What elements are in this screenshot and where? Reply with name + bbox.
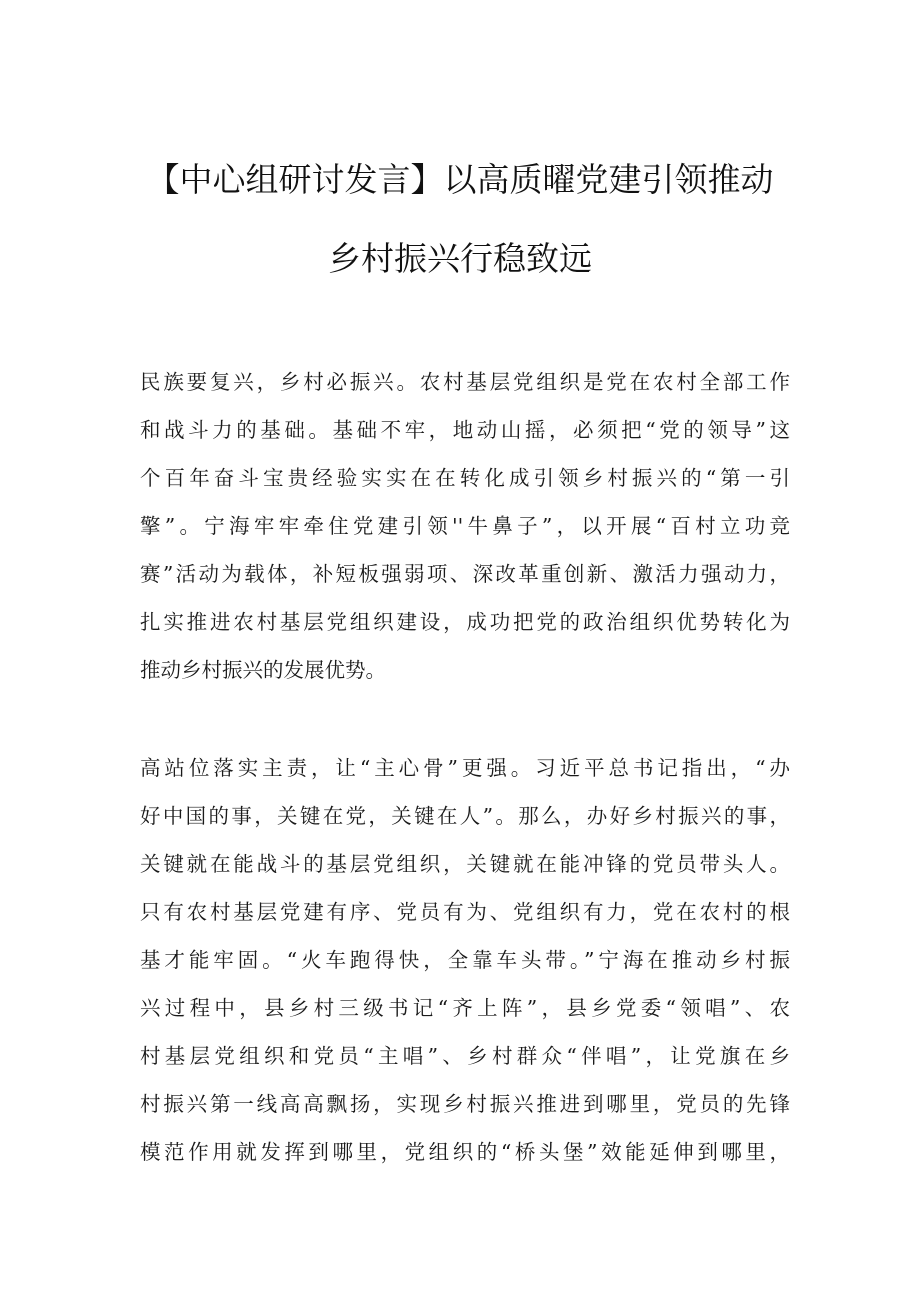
paragraph-line: 只有农村基层党建有序、党员有为、党组织有力，党在农村的根: [140, 900, 790, 924]
paragraph-line: 关键就在能战斗的基层党组织，关键就在能冲锋的党员带头人。: [140, 852, 790, 876]
paragraph-line: 推动乡村振兴的发展优势。: [140, 658, 386, 682]
paragraph-line: 模范作用就发挥到哪里，党组织的“桥头堡”效能延伸到哪里，: [140, 1140, 790, 1164]
paragraph-line: 高站位落实主责，让“主心骨”更强。习近平总书记指出，“办: [140, 756, 790, 780]
paragraph-line: 基才能牢固。“火车跑得快，全靠车头带。”宁海在推动乡村振: [140, 948, 790, 972]
paragraph-line: 村振兴第一线高高飘扬，实现乡村振兴推进到哪里，党员的先锋: [140, 1092, 790, 1116]
document-title-line-2: 乡村振兴行稳致远: [328, 239, 592, 278]
paragraph-line: 村基层党组织和党员“主唱”、乡村群众“伴唱”，让党旗在乡: [140, 1044, 790, 1068]
paragraph-line: 扎实推进农村基层党组织建设，成功把党的政治组织优势转化为: [140, 610, 790, 634]
paragraph-line: 赛”活动为载体，补短板强弱项、深改革重创新、激活力强动力，: [140, 562, 790, 586]
paragraph-line: 兴过程中，县乡村三级书记“齐上阵”，县乡党委“领唱”、农: [140, 996, 790, 1020]
document-title-line-1: 【中心组研讨发言】以高质曜党建引领推动: [146, 160, 774, 199]
paragraph-line: 和战斗力的基础。基础不牢，地动山摇，必须把“党的领导”这: [140, 418, 790, 442]
paragraph-line: 民族要复兴，乡村必振兴。农村基层党组织是党在农村全部工作: [140, 370, 790, 394]
paragraph-line: 个百年奋斗宝贵经验实实在在转化成引领乡村振兴的“第一引: [140, 466, 790, 490]
paragraph-line: 好中国的事，关键在党，关键在人”。那么，办好乡村振兴的事，: [140, 804, 790, 828]
paragraph-line: 擎”。宁海牢牢牵住党建引领''牛鼻子”，以开展“百村立功竞: [140, 514, 790, 538]
